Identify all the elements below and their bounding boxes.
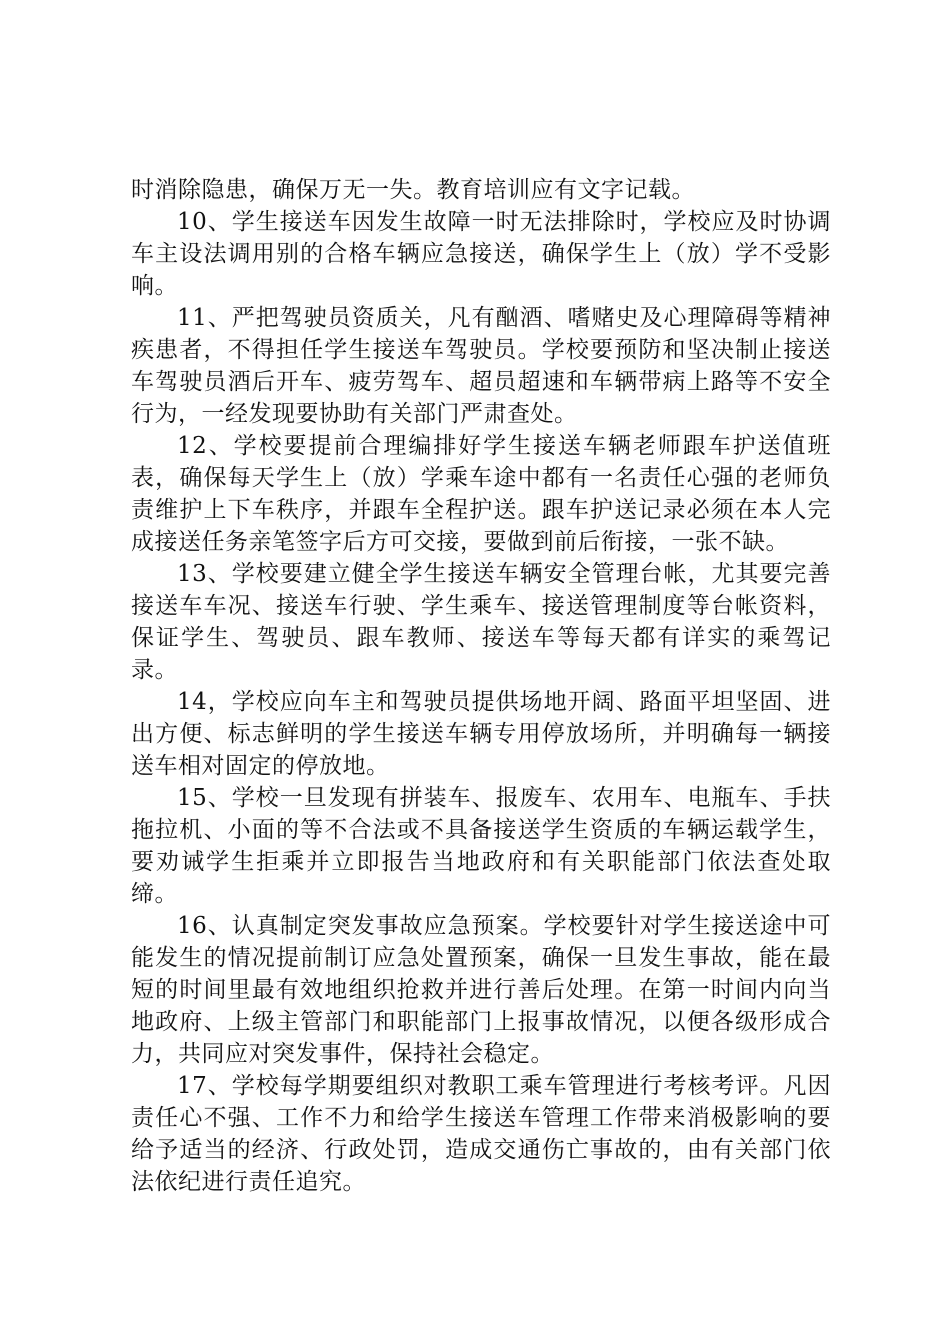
paragraph-item-13: 13、学校要建立健全学生接送车辆安全管理台帐，尤其要完善接送车车况、接送车行驶、学生乘车、接送管理制度等台帐资料，保证学生、驾驶员、跟车教师、接送车等每天都有详实的乘驾记录。 bbox=[131, 561, 831, 683]
paragraph-continuation: 时消除隐患，确保万无一失。教育培训应有文字记载。 bbox=[131, 177, 695, 203]
paragraph-item-11: 11、严把驾驶员资质关，凡有酗酒、嗜赌史及心理障碍等精神疾患者，不得担任学生接送车驾驶员。学校要预防和坚决制止接送车驾驶员酒后开车、疲劳驾车、超员超速和车辆带病上路等不安全行为，一经发现要协助有关部门严肃查处。 bbox=[131, 305, 831, 427]
paragraph-item-16: 16、认真制定突发事故应急预案。学校要针对学生接送途中可能发生的情况提前制订应急处置预案，确保一旦发生事故，能在最短的时间里最有效地组织抢救并进行善后处理。在第一时间内向当地政府、上级主管部门和职能部门上报事故情况，以便各级形成合力，共同应对突发事件，保持社会稳定。 bbox=[131, 913, 831, 1067]
document-body bbox=[131, 174, 831, 1198]
paragraph-item-15: 15、学校一旦发现有拼装车、报废车、农用车、电瓶车、手扶拖拉机、小面的等不合法或不具备接送学生资质的车辆运载学生，要劝诫学生拒乘并立即报告当地政府和有关职能部门依法查处取缔。 bbox=[131, 785, 831, 907]
paragraph-item-17: 17、学校每学期要组织对教职工乘车管理进行考核考评。凡因责任心不强、工作不力和给学生接送车管理工作带来消极影响的要给予适当的经济、行政处罚，造成交通伤亡事故的，由有关部门依法依纪进行责任追究。 bbox=[131, 1073, 831, 1195]
paragraph-item-14: 14，学校应向车主和驾驶员提供场地开阔、路面平坦坚固、进出方便、标志鲜明的学生接送车辆专用停放场所，并明确每一辆接送车相对固定的停放地。 bbox=[131, 689, 831, 779]
paragraph-item-12: 12、学校要提前合理编排好学生接送车辆老师跟车护送值班表，确保每天学生上（放）学乘车途中都有一名责任心强的老师负责维护上下车秩序，并跟车全程护送。跟车护送记录必须在本人完成接送任务亲笔签字后方可交接，要做到前后衔接，一张不缺。 bbox=[131, 433, 831, 555]
paragraph-item-10: 10、学生接送车因发生故障一时无法排除时，学校应及时协调车主设法调用别的合格车辆应急接送，确保学生上（放）学不受影响。 bbox=[131, 209, 831, 299]
